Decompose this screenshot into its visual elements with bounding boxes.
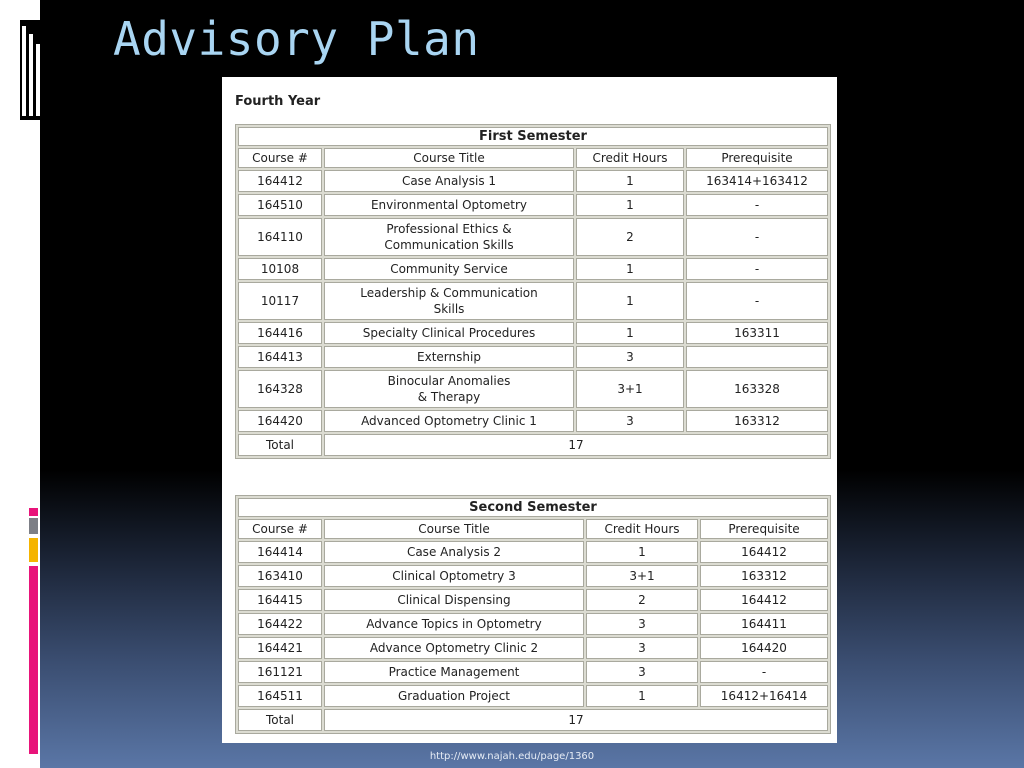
table-row bbox=[238, 410, 828, 432]
course-number: 10108 bbox=[238, 258, 322, 280]
table-row bbox=[238, 218, 828, 256]
course-title: Graduation Project bbox=[324, 685, 584, 707]
credit-hours: 3 bbox=[586, 661, 698, 683]
course-title: Leadership & Communication Skills bbox=[324, 282, 574, 320]
table-row bbox=[238, 637, 828, 659]
prerequisite: - bbox=[686, 258, 828, 280]
table-row bbox=[238, 258, 828, 280]
course-number: 164420 bbox=[238, 410, 322, 432]
credit-hours: 3 bbox=[576, 346, 684, 368]
column-header-course-title: Course Title bbox=[324, 519, 584, 539]
course-title: Case Analysis 1 bbox=[324, 170, 574, 192]
course-number: 161121 bbox=[238, 661, 322, 683]
course-title: Practice Management bbox=[324, 661, 584, 683]
slide-title: Advisory Plan bbox=[113, 12, 480, 66]
course-number: 164422 bbox=[238, 613, 322, 635]
column-header-course-no: Course # bbox=[238, 148, 322, 168]
table-row bbox=[238, 613, 828, 635]
table-row bbox=[238, 541, 828, 563]
year-heading: Fourth Year bbox=[235, 94, 321, 109]
credit-hours: 1 bbox=[576, 282, 684, 320]
column-header-course-title: Course Title bbox=[324, 148, 574, 168]
credit-hours: 1 bbox=[576, 258, 684, 280]
course-title: Binocular Anomalies & Therapy bbox=[324, 370, 574, 408]
total-label: Total bbox=[238, 709, 322, 731]
prerequisite bbox=[686, 346, 828, 368]
course-title: Clinical Optometry 3 bbox=[324, 565, 584, 587]
credit-hours: 1 bbox=[576, 170, 684, 192]
second-semester-table bbox=[235, 495, 831, 734]
credit-hours: 1 bbox=[576, 194, 684, 216]
course-number: 164328 bbox=[238, 370, 322, 408]
course-number: 164511 bbox=[238, 685, 322, 707]
table-row bbox=[238, 685, 828, 707]
prerequisite: - bbox=[700, 661, 828, 683]
course-title: Externship bbox=[324, 346, 574, 368]
total-label: Total bbox=[238, 434, 322, 456]
credit-hours: 3+1 bbox=[586, 565, 698, 587]
course-number: 164421 bbox=[238, 637, 322, 659]
course-number: 164413 bbox=[238, 346, 322, 368]
table-row bbox=[238, 346, 828, 368]
course-number: 164110 bbox=[238, 218, 322, 256]
source-url[interactable]: http://www.najah.edu/page/1360 bbox=[429, 751, 595, 762]
table-row bbox=[238, 661, 828, 683]
column-header-credit-hours: Credit Hours bbox=[576, 148, 684, 168]
course-title: Clinical Dispensing bbox=[324, 589, 584, 611]
prerequisite: 163312 bbox=[700, 565, 828, 587]
credit-hours: 3+1 bbox=[576, 370, 684, 408]
course-number: 163410 bbox=[238, 565, 322, 587]
total-row bbox=[238, 709, 828, 731]
table-row bbox=[238, 589, 828, 611]
course-title: Advance Topics in Optometry bbox=[324, 613, 584, 635]
advisory-plan-panel bbox=[222, 77, 837, 743]
first-semester-table bbox=[235, 124, 831, 459]
credit-hours: 1 bbox=[576, 322, 684, 344]
course-number: 164412 bbox=[238, 170, 322, 192]
table-row bbox=[238, 194, 828, 216]
course-number: 164416 bbox=[238, 322, 322, 344]
credit-hours: 1 bbox=[586, 541, 698, 563]
table-row bbox=[238, 170, 828, 192]
prerequisite: 163312 bbox=[686, 410, 828, 432]
total-credits: 17 bbox=[324, 709, 828, 731]
course-title: Advanced Optometry Clinic 1 bbox=[324, 410, 574, 432]
table-row bbox=[238, 282, 828, 320]
prerequisite: 16412+16414 bbox=[700, 685, 828, 707]
table-row bbox=[238, 565, 828, 587]
accent-bar-gray bbox=[29, 518, 38, 534]
credit-hours: 2 bbox=[576, 218, 684, 256]
course-title: Environmental Optometry bbox=[324, 194, 574, 216]
credit-hours: 3 bbox=[576, 410, 684, 432]
window-logo-icon bbox=[20, 20, 42, 120]
prerequisite: 163311 bbox=[686, 322, 828, 344]
credit-hours: 1 bbox=[586, 685, 698, 707]
prerequisite: 164412 bbox=[700, 589, 828, 611]
prerequisite: - bbox=[686, 194, 828, 216]
course-number: 10117 bbox=[238, 282, 322, 320]
course-number: 164510 bbox=[238, 194, 322, 216]
table-row bbox=[238, 322, 828, 344]
course-title: Professional Ethics & Communication Skills bbox=[324, 218, 574, 256]
total-credits: 17 bbox=[324, 434, 828, 456]
course-number: 164415 bbox=[238, 589, 322, 611]
prerequisite: - bbox=[686, 282, 828, 320]
credit-hours: 3 bbox=[586, 637, 698, 659]
column-header-prerequisite: Prerequisite bbox=[700, 519, 828, 539]
semester-caption: First Semester bbox=[238, 127, 828, 146]
course-title: Specialty Clinical Procedures bbox=[324, 322, 574, 344]
prerequisite: 164411 bbox=[700, 613, 828, 635]
credit-hours: 2 bbox=[586, 589, 698, 611]
accent-bar-pink-top bbox=[29, 508, 38, 516]
prerequisite: 164420 bbox=[700, 637, 828, 659]
prerequisite: - bbox=[686, 218, 828, 256]
column-header-prerequisite: Prerequisite bbox=[686, 148, 828, 168]
prerequisite: 163414+163412 bbox=[686, 170, 828, 192]
prerequisite: 164412 bbox=[700, 541, 828, 563]
course-title: Advance Optometry Clinic 2 bbox=[324, 637, 584, 659]
accent-bar-pink bbox=[29, 566, 38, 754]
table-row bbox=[238, 370, 828, 408]
column-header-credit-hours: Credit Hours bbox=[586, 519, 698, 539]
column-header-course-no: Course # bbox=[238, 519, 322, 539]
prerequisite: 163328 bbox=[686, 370, 828, 408]
semester-caption: Second Semester bbox=[238, 498, 828, 517]
course-number: 164414 bbox=[238, 541, 322, 563]
course-title: Case Analysis 2 bbox=[324, 541, 584, 563]
course-title: Community Service bbox=[324, 258, 574, 280]
credit-hours: 3 bbox=[586, 613, 698, 635]
total-row bbox=[238, 434, 828, 456]
accent-bar-yellow bbox=[29, 538, 38, 562]
